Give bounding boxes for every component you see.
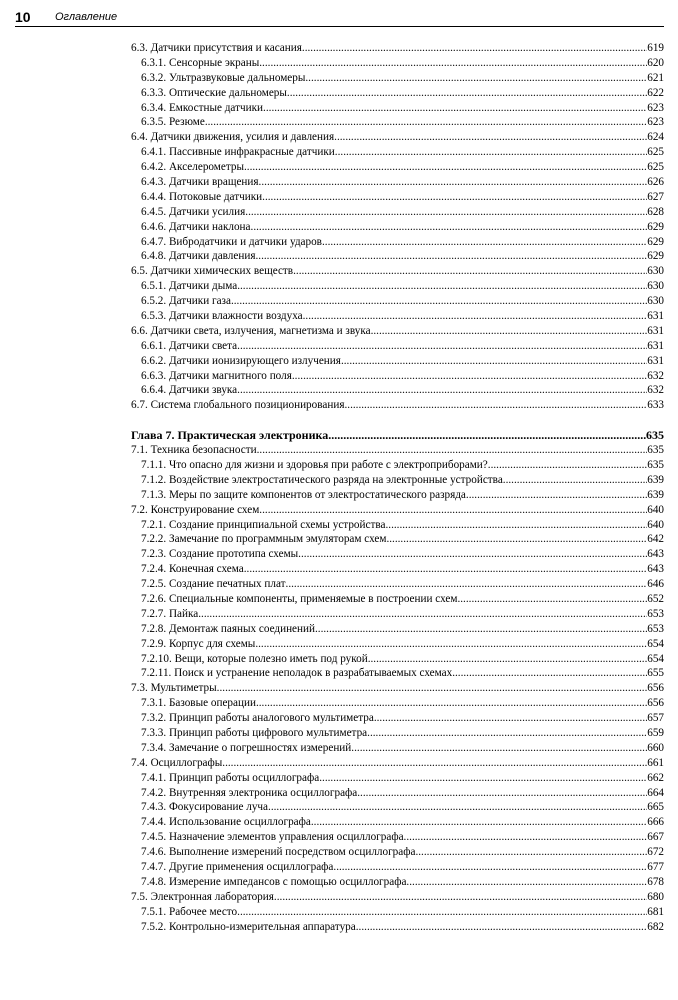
toc-entry[interactable] — [131, 905, 664, 920]
toc-entry-title: 7.2.2. Замечание по программным эмуляторам схем — [141, 533, 387, 546]
dot-leader — [322, 235, 647, 250]
toc-entry[interactable] — [131, 681, 664, 696]
toc-entry[interactable] — [131, 130, 664, 145]
toc-entry[interactable] — [131, 815, 664, 830]
dot-leader — [344, 398, 647, 413]
dot-leader — [357, 786, 647, 801]
dot-leader — [415, 845, 647, 860]
dot-leader — [237, 905, 647, 920]
toc-entry-title: 6.6. Датчики света, излучения, магнетизма и звука — [131, 324, 371, 337]
toc-entry[interactable] — [131, 145, 664, 160]
toc-entry-title: 6.7. Система глобального позиционирования — [131, 399, 345, 412]
toc-entry-title: 6.4.8. Датчики давления — [141, 250, 256, 263]
toc-entry-title: 6.6.4. Датчики звука — [141, 384, 238, 397]
toc-entry-page: 625 — [647, 146, 664, 159]
toc-entry[interactable] — [131, 771, 664, 786]
toc-entry-page: 632 — [647, 369, 664, 382]
dot-leader — [237, 383, 647, 398]
dot-leader — [341, 354, 647, 369]
toc-entry-title: 6.3.2. Ультразвуковые дальномеры — [141, 71, 306, 84]
toc-entry[interactable] — [131, 666, 664, 681]
dot-leader — [406, 875, 647, 890]
dot-leader — [315, 622, 647, 637]
toc-entry-title: 7.4.8. Измерение импедансов с помощью осциллографа — [141, 875, 407, 888]
page-number: 10 — [15, 9, 31, 25]
toc-entry[interactable] — [131, 220, 664, 235]
dot-leader — [256, 696, 647, 711]
toc-entry-page: 627 — [647, 190, 664, 203]
dot-leader — [217, 681, 648, 696]
dot-leader — [237, 339, 647, 354]
toc-entry-title: 7.2.9. Корпус для схемы — [141, 637, 256, 650]
section-gap — [131, 413, 664, 428]
toc-entry-page: 682 — [647, 920, 664, 933]
dot-leader — [198, 607, 647, 622]
toc-entry[interactable] — [131, 56, 664, 71]
toc-entry-title: 7.4.6. Выполнение измерений посредством осциллографа — [141, 846, 416, 859]
toc-entry[interactable] — [131, 339, 664, 354]
toc-entry-page: 657 — [647, 712, 664, 725]
toc-entry[interactable] — [131, 711, 664, 726]
toc-entry-page: 631 — [647, 310, 664, 323]
dot-leader — [287, 86, 647, 101]
toc-entry-title: 7.1.1. Что опасно для жизни и здоровья при работе с электроприборами? — [141, 458, 488, 471]
dot-leader — [302, 41, 647, 56]
toc-entry-title: 7.1.3. Меры по защите компонентов от электростатического разряда — [141, 488, 466, 501]
dot-leader — [274, 890, 647, 905]
dot-leader — [205, 115, 647, 130]
toc-entry-page: 642 — [647, 533, 664, 546]
toc-entry-page: 630 — [647, 295, 664, 308]
dot-leader — [371, 324, 648, 339]
toc-entry-page: 666 — [647, 816, 664, 829]
toc-entry-title: 7.1. Техника безопасности — [131, 444, 257, 457]
dot-leader — [328, 428, 646, 443]
toc-entry-title: 6.5.2. Датчики газа — [141, 295, 231, 308]
toc-entry-title: 7.2. Конструирование схем — [131, 503, 260, 516]
toc-entry[interactable] — [131, 800, 664, 815]
toc-entry-title: 6.3.5. Резюме — [141, 116, 205, 129]
dot-leader — [237, 279, 647, 294]
toc-entry-title: 6.3.4. Емкостные датчики — [141, 101, 264, 114]
toc-entry[interactable] — [131, 458, 664, 473]
toc-entry[interactable] — [131, 860, 664, 875]
toc-entry-page: 655 — [647, 667, 664, 680]
dot-leader — [404, 830, 648, 845]
dot-leader — [244, 160, 647, 175]
toc-entry-title: 6.4.4. Потоковые датчики — [141, 190, 263, 203]
toc-entry-page: 621 — [647, 71, 664, 84]
toc-entry[interactable] — [131, 577, 664, 592]
toc-entry-page: 656 — [647, 697, 664, 710]
toc-entry-title: 6.3. Датчики присутствия и касания — [131, 42, 302, 54]
dot-leader — [385, 518, 647, 533]
toc-entry-title: 7.4.2. Внутренняя электроника осциллографа — [141, 786, 358, 799]
toc-entry-title: 6.5.1. Датчики дыма — [141, 280, 238, 293]
dot-leader — [292, 369, 647, 384]
toc-entry-page: 661 — [647, 756, 664, 769]
toc-entry-title: 7.3.2. Принцип работы аналогового мультиметра — [141, 712, 374, 725]
toc-entry[interactable] — [131, 264, 664, 279]
dot-leader — [268, 800, 647, 815]
dot-leader — [335, 145, 647, 160]
toc-entry[interactable] — [131, 726, 664, 741]
toc-entry[interactable] — [131, 845, 664, 860]
toc-entry[interactable] — [131, 71, 664, 86]
dot-leader — [503, 473, 647, 488]
toc-entry-page: 681 — [647, 905, 664, 918]
toc-entry-title: 7.1.2. Воздействие электростатического разряда на электронные устройства — [141, 473, 503, 486]
toc-entry-page: 667 — [647, 831, 664, 844]
toc-entry-page: 630 — [647, 280, 664, 293]
toc-entry-page: 664 — [647, 786, 664, 799]
toc-entry-page: 628 — [647, 205, 664, 218]
toc-entry[interactable] — [131, 235, 664, 250]
dot-leader — [231, 294, 647, 309]
toc-entry[interactable] — [131, 249, 664, 264]
toc-entry[interactable] — [131, 696, 664, 711]
toc-entry-page: 629 — [647, 235, 664, 248]
toc-entry-title: 6.4.6. Датчики наклона — [141, 220, 251, 233]
toc-entry-page: 626 — [647, 176, 664, 189]
toc-entry-title: 7.3.4. Замечание о погрешностях измерений — [141, 741, 352, 754]
toc-entry[interactable] — [131, 592, 664, 607]
toc-entry-page: 662 — [647, 771, 664, 784]
toc-entry-title: 6.4.5. Датчики усилия — [141, 205, 246, 218]
toc-entry-page: 643 — [647, 563, 664, 576]
toc-entry-page: 654 — [647, 637, 664, 650]
toc-entry-title: 6.6.2. Датчики ионизирующего излучения — [141, 354, 341, 367]
toc-entry-page: 640 — [647, 503, 664, 516]
dot-leader — [386, 532, 647, 547]
dot-leader — [303, 309, 648, 324]
toc-entry-title: 6.4.7. Вибродатчики и датчики ударов — [141, 235, 322, 248]
toc-entry-page: 629 — [647, 220, 664, 233]
toc-entry-title: 7.2.8. Демонтаж паяных соединений — [141, 622, 315, 635]
toc-entry-title: 7.2.7. Пайка — [141, 607, 199, 620]
table-of-contents — [131, 41, 664, 934]
toc-entry[interactable] — [131, 741, 664, 756]
dot-leader — [244, 562, 647, 577]
toc-entry-page: 625 — [647, 161, 664, 174]
dot-leader — [259, 503, 647, 518]
toc-entry-page: 653 — [647, 607, 664, 620]
toc-entry[interactable] — [131, 279, 664, 294]
toc-entry-title: 7.5.2. Контрольно-измерительная аппаратура — [141, 920, 356, 933]
toc-entry-page: 631 — [647, 354, 664, 367]
dot-leader — [333, 860, 647, 875]
toc-entry-page: 631 — [647, 339, 664, 352]
toc-entry-page: 656 — [647, 682, 664, 695]
dot-leader — [251, 220, 648, 235]
dot-leader — [367, 726, 647, 741]
toc-entry-title: 7.3.1. Базовые операции — [141, 697, 256, 710]
toc-entry-page: 623 — [647, 101, 664, 114]
toc-entry[interactable] — [131, 205, 664, 220]
dot-leader — [255, 637, 647, 652]
toc-entry[interactable] — [131, 398, 664, 413]
toc-entry-page: 620 — [647, 56, 664, 69]
toc-entry-title: Глава 7. Практическая электроника — [131, 428, 329, 443]
toc-entry[interactable] — [131, 622, 664, 637]
toc-entry-page: 635 — [647, 444, 664, 457]
toc-entry-page: 629 — [647, 250, 664, 263]
toc-entry-page: 660 — [647, 741, 664, 754]
toc-entry-title: 7.2.3. Создание прототипа схемы — [141, 548, 299, 561]
toc-entry-title: 6.6.1. Датчики света — [141, 339, 238, 352]
toc-entry-title: 6.4.2. Акселерометры — [141, 161, 244, 174]
toc-entry[interactable] — [131, 369, 664, 384]
toc-entry-title: 6.6.3. Датчики магнитного поля — [141, 369, 292, 382]
toc-entry-page: 623 — [647, 116, 664, 129]
toc-entry[interactable] — [131, 756, 664, 771]
toc-entry[interactable] — [131, 115, 664, 130]
dot-leader — [351, 741, 647, 756]
toc-entry-title: 6.4.1. Пассивные инфракрасные датчики — [141, 146, 335, 159]
toc-entry-title: 7.2.11. Поиск и устранение неполадок в разрабатываемых схемах — [141, 667, 453, 680]
toc-entry[interactable] — [131, 101, 664, 116]
dot-leader — [368, 652, 648, 667]
toc-entry-page: 677 — [647, 860, 664, 873]
toc-entry-page: 640 — [647, 518, 664, 531]
toc-entry[interactable] — [131, 562, 664, 577]
toc-entry[interactable] — [131, 830, 664, 845]
dot-leader — [311, 815, 647, 830]
toc-entry-title: 6.3.1. Сенсорные экраны — [141, 56, 260, 69]
toc-entry-page: 678 — [647, 875, 664, 888]
toc-entry-page: 659 — [647, 726, 664, 739]
dot-leader — [263, 101, 647, 116]
toc-entry-page: 624 — [647, 131, 664, 144]
dot-leader — [255, 249, 647, 264]
toc-entry[interactable] — [131, 786, 664, 801]
toc-entry-title: 7.4.1. Принцип работы осциллографа — [141, 771, 320, 784]
toc-entry-title: 7.3.3. Принцип работы цифрового мультиметра — [141, 726, 368, 739]
toc-entry[interactable] — [131, 920, 664, 935]
toc-entry-page: 672 — [647, 846, 664, 859]
toc-entry-title: 6.3.3. Оптические дальномеры — [141, 86, 287, 99]
toc-entry-title: 7.5.1. Рабочее место — [141, 905, 238, 918]
toc-entry-page: 633 — [647, 399, 664, 412]
toc-entry-title: 7.4.3. Фокусирование луча — [141, 801, 269, 814]
toc-entry[interactable] — [131, 294, 664, 309]
toc-entry[interactable] — [131, 41, 664, 56]
toc-entry-title: 7.4. Осциллографы — [131, 756, 223, 769]
toc-entry[interactable] — [131, 890, 664, 905]
dot-leader — [257, 443, 648, 458]
dot-leader — [457, 592, 647, 607]
toc-entry[interactable] — [131, 518, 664, 533]
toc-entry-page: 639 — [647, 473, 664, 486]
toc-entry[interactable] — [131, 652, 664, 667]
dot-leader — [262, 190, 647, 205]
dot-leader — [374, 711, 647, 726]
dot-leader — [293, 264, 647, 279]
dot-leader — [286, 577, 648, 592]
toc-entry-title: 7.2.10. Вещи, которые полезно иметь под рукой — [141, 652, 368, 665]
toc-entry[interactable] — [131, 532, 664, 547]
dot-leader — [488, 458, 647, 473]
toc-entry-title: 7.4.5. Назначение элементов управления осциллографа — [141, 831, 404, 844]
toc-entry-page: 630 — [647, 265, 664, 278]
dot-leader — [334, 130, 647, 145]
toc-entry-title: 7.2.4. Конечная схема — [141, 563, 244, 576]
dot-leader — [356, 920, 647, 935]
toc-entry-title: 7.4.7. Другие применения осциллографа — [141, 860, 334, 873]
toc-entry[interactable] — [131, 607, 664, 622]
toc-entry-page: 653 — [647, 622, 664, 635]
toc-entry-title: 7.2.5. Создание печатных плат — [141, 578, 286, 591]
toc-entry-page: 654 — [647, 652, 664, 665]
toc-entry[interactable] — [131, 443, 664, 458]
dot-leader — [245, 205, 647, 220]
running-head: Оглавление — [55, 11, 118, 23]
page-header — [15, 10, 664, 27]
toc-entry[interactable] — [131, 160, 664, 175]
toc-entry-page: 643 — [647, 548, 664, 561]
toc-entry[interactable] — [131, 383, 664, 398]
toc-entry[interactable] — [131, 488, 664, 503]
toc-entry-page: 665 — [647, 801, 664, 814]
toc-entry-title: 7.2.1. Создание принципиальной схемы устройства — [141, 518, 386, 531]
toc-entry-title: 6.4. Датчики движения, усилия и давления — [131, 131, 335, 144]
toc-entry[interactable] — [131, 547, 664, 562]
toc-entry[interactable] — [131, 503, 664, 518]
toc-entry-title: 7.2.6. Специальные компоненты, применяемые в построении схем — [141, 592, 458, 605]
toc-entry-page: 631 — [647, 324, 664, 337]
toc-entry-page: 635 — [646, 428, 664, 443]
dot-leader — [222, 756, 647, 771]
toc-entry-title: 6.5. Датчики химических веществ — [131, 265, 294, 278]
toc-entry-page: 635 — [647, 458, 664, 471]
dot-leader — [319, 771, 647, 786]
toc-entry[interactable] — [131, 309, 664, 324]
toc-entry[interactable] — [131, 86, 664, 101]
toc-entry-page: 632 — [647, 384, 664, 397]
toc-entry-title: 6.4.3. Датчики вращения — [141, 176, 259, 189]
toc-entry-page: 652 — [647, 592, 664, 605]
dot-leader — [298, 547, 647, 562]
toc-entry-title: 7.3. Мультиметры — [131, 682, 217, 695]
dot-leader — [259, 56, 647, 71]
toc-entry-title: 6.5.3. Датчики влажности воздуха — [141, 310, 303, 323]
dot-leader — [452, 666, 647, 681]
toc-entry[interactable] — [131, 354, 664, 369]
toc-entry-page: 680 — [647, 890, 664, 903]
dot-leader — [259, 175, 648, 190]
dot-leader — [305, 71, 647, 86]
toc-entry-page: 619 — [647, 42, 664, 54]
toc-entry-page: 639 — [647, 488, 664, 501]
toc-entry[interactable] — [131, 473, 664, 488]
toc-entry[interactable] — [131, 637, 664, 652]
toc-chapter-entry[interactable] — [131, 428, 664, 443]
toc-entry[interactable] — [131, 190, 664, 205]
dot-leader — [466, 488, 647, 503]
toc-entry-title: 7.4.4. Использование осциллографа — [141, 816, 311, 829]
toc-entry-page: 646 — [647, 578, 664, 591]
toc-entry[interactable] — [131, 875, 664, 890]
toc-entry[interactable] — [131, 175, 664, 190]
toc-entry-page: 622 — [647, 86, 664, 99]
toc-entry[interactable] — [131, 324, 664, 339]
toc-entry-title: 7.5. Электронная лаборатория — [131, 890, 274, 903]
